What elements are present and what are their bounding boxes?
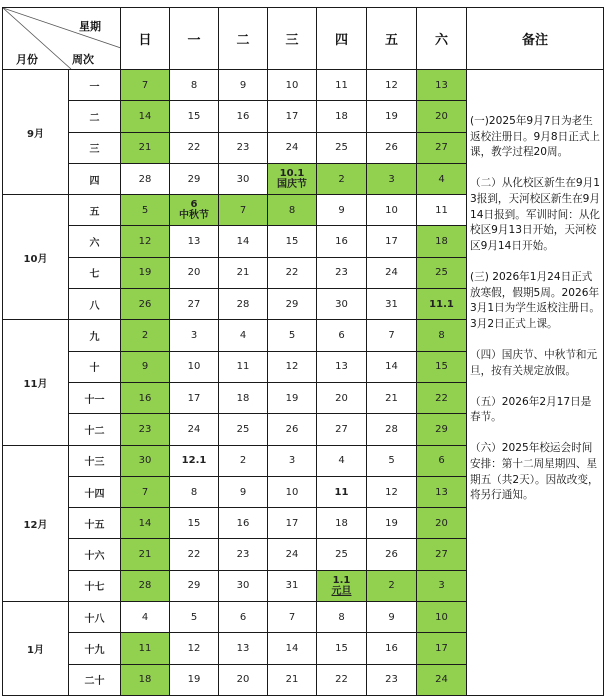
day-cell: 13	[170, 226, 219, 257]
day-cell: 24	[268, 132, 317, 163]
day-cell: 11	[317, 476, 367, 507]
day-cell-holiday: 20	[417, 508, 467, 539]
day-cell: 18	[317, 508, 367, 539]
day-cell: 10	[268, 70, 317, 101]
day-cell: 10	[170, 351, 219, 382]
day-cell-holiday: 29	[417, 414, 467, 445]
day-cell-holiday: 11.1	[417, 289, 467, 320]
day-cell-holiday: 28	[121, 570, 170, 601]
day-cell: 25	[317, 132, 367, 163]
day-cell: 26	[367, 132, 417, 163]
month-label: 12月	[3, 445, 69, 601]
week-number: 十二	[69, 414, 121, 445]
day-cell-holiday: 11	[121, 633, 170, 664]
day-cell: 5	[170, 602, 219, 633]
day-cell-holiday: 17	[417, 633, 467, 664]
day-cell: 4	[121, 602, 170, 633]
day-cell: 14	[367, 351, 417, 382]
day-cell-holiday: 15	[417, 351, 467, 382]
day-cell-holiday: 24	[417, 664, 467, 695]
day-cell-holiday: 20	[417, 101, 467, 132]
day-cell-holiday: 3	[367, 163, 417, 194]
week-number: 六	[69, 226, 121, 257]
day-cell: 17	[170, 382, 219, 413]
day-cell-holiday: 10	[417, 602, 467, 633]
day-header-sat: 六	[417, 8, 467, 70]
day-header-fri: 五	[367, 8, 417, 70]
day-cell: 10	[268, 476, 317, 507]
holiday-name: 国庆节	[277, 179, 307, 191]
day-cell-holiday: 18	[121, 664, 170, 695]
week-corner-label: 周次	[72, 53, 94, 66]
day-cell-holiday: 13	[417, 476, 467, 507]
day-cell-holiday: 13	[417, 70, 467, 101]
day-cell: 12	[367, 70, 417, 101]
day-cell-holiday: 14	[121, 508, 170, 539]
remarks-cell	[467, 70, 604, 696]
day-cell-holiday: 2	[121, 320, 170, 351]
day-cell: 5	[268, 320, 317, 351]
day-cell: 8	[170, 476, 219, 507]
day-cell-holiday: 3	[417, 570, 467, 601]
school-calendar-table	[2, 7, 604, 696]
month-label: 9月	[3, 70, 69, 195]
remark-item: （六）2025年校运会时间安排：第十二周星期四、星期五（共2天）。因故改变，将另行通知。	[470, 442, 599, 502]
remark-item: （四）国庆节、中秋节和元旦，按有关规定放假。	[470, 348, 598, 377]
day-cell: 12	[367, 476, 417, 507]
day-cell: 20	[219, 664, 268, 695]
day-cell: 12	[268, 351, 317, 382]
week-number: 七	[69, 257, 121, 288]
day-cell: 25	[317, 539, 367, 570]
day-cell-holiday: 30	[121, 445, 170, 476]
day-cell: 29	[170, 163, 219, 194]
day-cell: 16	[367, 633, 417, 664]
day-cell-holiday: 6	[417, 445, 467, 476]
day-cell: 28	[219, 289, 268, 320]
week-number: 十六	[69, 539, 121, 570]
remark-item: (一)2025年9月7日为老生返校注册日。9月8日正式上课，教学过程20周。	[470, 115, 601, 159]
day-cell: 19	[170, 664, 219, 695]
day-header-tue: 二	[219, 8, 268, 70]
day-cell: 11	[317, 70, 367, 101]
day-cell: 9	[317, 195, 367, 226]
day-cell: 3	[170, 320, 219, 351]
day-cell: 12.1	[170, 445, 219, 476]
day-cell-holiday: 5	[121, 195, 170, 226]
week-number: 二十	[69, 664, 121, 695]
day-cell: 14	[268, 633, 317, 664]
day-cell-holiday: 9	[121, 351, 170, 382]
week-number: 三	[69, 132, 121, 163]
day-cell: 15	[170, 101, 219, 132]
day-cell: 15	[170, 508, 219, 539]
day-cell: 9	[367, 602, 417, 633]
day-cell: 23	[317, 257, 367, 288]
day-cell: 16	[317, 226, 367, 257]
day-cell: 9	[219, 476, 268, 507]
day-cell: 23	[219, 539, 268, 570]
day-cell: 2	[219, 445, 268, 476]
month-corner-label: 月份	[16, 53, 38, 66]
day-cell: 24	[367, 257, 417, 288]
day-cell-holiday: 22	[417, 382, 467, 413]
day-cell-holiday: 21	[121, 539, 170, 570]
day-cell: 23	[219, 132, 268, 163]
day-cell: 15	[317, 633, 367, 664]
day-header-mon: 一	[170, 8, 219, 70]
week-number: 八	[69, 289, 121, 320]
month-label: 1月	[3, 602, 69, 696]
day-cell: 11	[219, 351, 268, 382]
day-cell: 20	[317, 382, 367, 413]
day-cell: 4	[219, 320, 268, 351]
day-cell: 5	[367, 445, 417, 476]
day-cell: 30	[317, 289, 367, 320]
day-cell: 22	[170, 132, 219, 163]
day-cell: 16	[219, 101, 268, 132]
day-cell-holiday: 7	[121, 70, 170, 101]
week-number: 十八	[69, 602, 121, 633]
day-cell-holiday: 23	[121, 414, 170, 445]
day-cell: 22	[170, 539, 219, 570]
header-row	[3, 8, 604, 70]
day-cell: 9	[219, 70, 268, 101]
day-cell: 7	[367, 320, 417, 351]
date-number: 1.1	[332, 574, 351, 586]
day-cell-holiday: 12	[121, 226, 170, 257]
day-cell: 17	[367, 226, 417, 257]
day-cell-holiday	[317, 570, 367, 601]
day-cell: 6	[317, 320, 367, 351]
remark-item: （五）2026年2月17日是春节。	[470, 395, 592, 424]
day-cell: 18	[317, 101, 367, 132]
day-cell: 16	[219, 508, 268, 539]
month-label: 11月	[3, 320, 69, 445]
day-cell: 30	[219, 163, 268, 194]
week-number: 十	[69, 351, 121, 382]
day-header-sun: 日	[121, 8, 170, 70]
day-cell: 7	[268, 602, 317, 633]
day-cell-holiday: 7	[219, 195, 268, 226]
day-cell: 29	[170, 570, 219, 601]
day-cell-holiday: 4	[417, 163, 467, 194]
date-number: 6	[190, 199, 198, 211]
day-cell: 21	[268, 664, 317, 695]
day-cell-holiday: 19	[121, 257, 170, 288]
week-number: 十七	[69, 570, 121, 601]
day-cell-holiday: 18	[417, 226, 467, 257]
week-number: 四	[69, 163, 121, 194]
day-cell-holiday: 21	[121, 132, 170, 163]
day-cell: 19	[268, 382, 317, 413]
day-cell: 19	[367, 508, 417, 539]
day-cell: 12	[170, 633, 219, 664]
day-cell: 26	[268, 414, 317, 445]
day-cell: 15	[268, 226, 317, 257]
day-cell-holiday	[170, 195, 219, 226]
day-header-thu: 四	[317, 8, 367, 70]
day-cell: 21	[219, 257, 268, 288]
day-cell: 31	[268, 570, 317, 601]
day-cell-holiday: 26	[121, 289, 170, 320]
date-number: 10.1	[279, 168, 305, 180]
day-cell: 8	[170, 70, 219, 101]
week-number: 二	[69, 101, 121, 132]
diagonal-header-cell	[3, 8, 121, 70]
day-cell: 24	[170, 414, 219, 445]
calendar-body	[3, 70, 604, 696]
day-cell: 8	[317, 602, 367, 633]
day-cell: 3	[268, 445, 317, 476]
day-cell: 20	[170, 257, 219, 288]
day-cell: 13	[317, 351, 367, 382]
day-cell-holiday	[268, 163, 317, 194]
weekday-corner-label: 星期	[79, 20, 101, 33]
day-cell-holiday: 2	[317, 163, 367, 194]
day-cell: 22	[317, 664, 367, 695]
day-cell: 28	[121, 163, 170, 194]
day-cell-holiday: 7	[121, 476, 170, 507]
day-cell: 4	[317, 445, 367, 476]
day-cell: 24	[268, 539, 317, 570]
day-cell: 28	[367, 414, 417, 445]
day-cell-holiday: 27	[417, 539, 467, 570]
day-cell: 17	[268, 101, 317, 132]
day-cell: 13	[219, 633, 268, 664]
day-cell: 17	[268, 508, 317, 539]
month-label: 10月	[3, 195, 69, 320]
day-cell: 27	[317, 414, 367, 445]
remarks-header: 备注	[467, 8, 604, 70]
holiday-name: 元旦	[331, 585, 352, 597]
day-cell: 27	[170, 289, 219, 320]
day-cell: 18	[219, 382, 268, 413]
day-header-wed: 三	[268, 8, 317, 70]
day-cell: 11	[417, 195, 467, 226]
day-cell-holiday: 16	[121, 382, 170, 413]
day-cell-holiday: 27	[417, 132, 467, 163]
week-number: 十一	[69, 382, 121, 413]
day-cell: 22	[268, 257, 317, 288]
holiday-name: 中秋节	[179, 210, 209, 222]
week-number: 五	[69, 195, 121, 226]
day-cell: 23	[367, 664, 417, 695]
week-number: 十五	[69, 508, 121, 539]
day-cell-holiday: 8	[268, 195, 317, 226]
week-number: 十四	[69, 476, 121, 507]
week-number: 十九	[69, 633, 121, 664]
day-cell: 31	[367, 289, 417, 320]
day-cell-holiday: 25	[417, 257, 467, 288]
week-number: 一	[69, 70, 121, 101]
day-cell: 19	[367, 101, 417, 132]
day-cell: 10	[367, 195, 417, 226]
day-cell-holiday: 14	[121, 101, 170, 132]
day-cell: 25	[219, 414, 268, 445]
week-number: 九	[69, 320, 121, 351]
day-cell: 21	[367, 382, 417, 413]
day-cell: 14	[219, 226, 268, 257]
remark-item: （二）从化校区新生在9月13报到，天河校区新生在9月14日报到。军训时间：从化校区9月13日开始，天河校区9月14日开始。	[470, 177, 601, 252]
remark-item: (三) 2026年1月24日正式放寒假，假期5周。2026年3月1日为学生返校注册日。3月2日正式上课。	[470, 270, 601, 330]
week-number: 十三	[69, 445, 121, 476]
day-cell-holiday: 8	[417, 320, 467, 351]
day-cell: 6	[219, 602, 268, 633]
day-cell: 26	[367, 539, 417, 570]
day-cell: 29	[268, 289, 317, 320]
day-cell-holiday: 2	[367, 570, 417, 601]
day-cell: 30	[219, 570, 268, 601]
week-row	[3, 70, 604, 101]
